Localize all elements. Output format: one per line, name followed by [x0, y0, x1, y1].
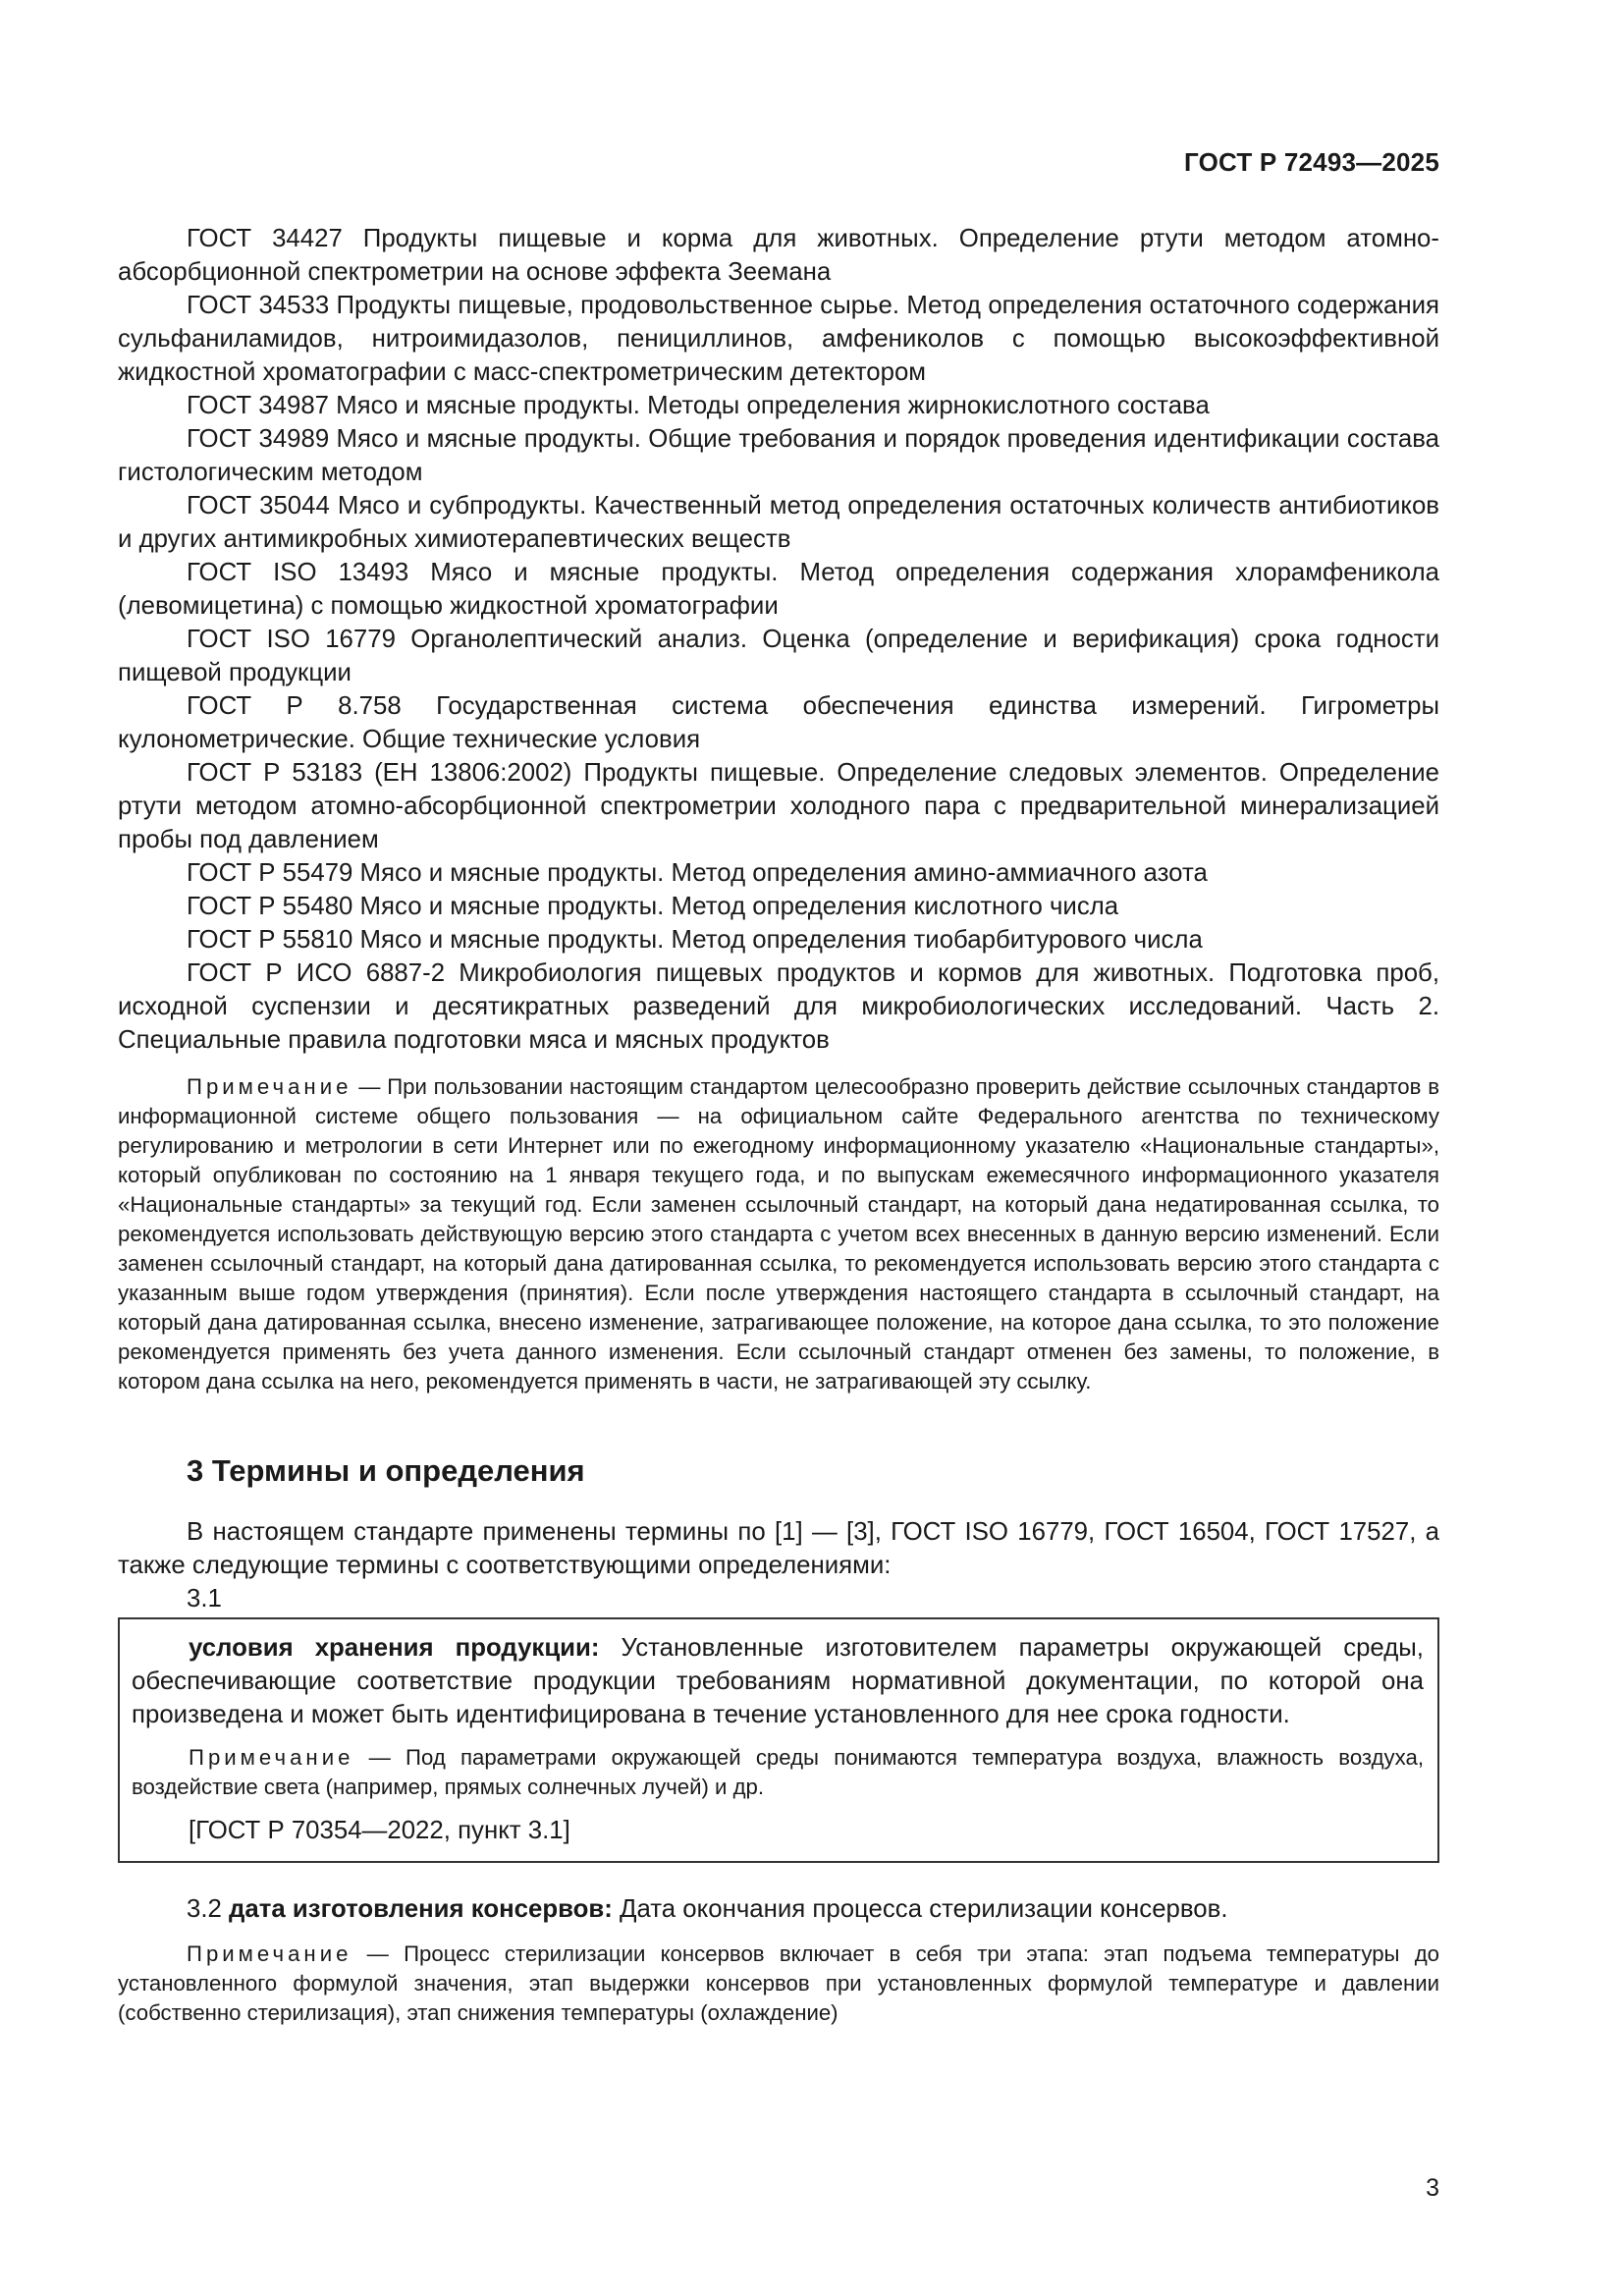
reference-item: ГОСТ 34989 Мясо и мясные продукты. Общие требования и порядок проведения идентификации состава гистологическим методом [118, 425, 1439, 486]
note-text: — Под параметрами окружающей среды понимаются температура воздуха, влажность воздуха, воздействие света (например, прямых солнечных лучей) и др. [132, 1745, 1424, 1799]
term-3-1-definition [132, 1631, 1424, 1731]
reference-item: ГОСТ Р 55480 Мясо и мясные продукты. Метод определения кислотного числа [187, 893, 1119, 920]
term-3-1-number: 3.1 [187, 1585, 222, 1613]
term-3-1-box [118, 1617, 1439, 1863]
reference-item: ГОСТ 34987 Мясо и мясные продукты. Методы определения жирнокислотного состава [187, 392, 1210, 419]
document-id-header: ГОСТ Р 72493—2025 [1184, 147, 1439, 177]
term-3-2-text: Дата окончания процесса стерилизации консервов. [612, 1895, 1228, 1923]
normative-references-list [118, 222, 1439, 1057]
section-3-intro: В настоящем стандарте применены термины по [1] — [3], ГОСТ ISO 16779, ГОСТ 16504, ГОСТ 17527, а также следующие термины с соответствующими определениями: [118, 1518, 1439, 1579]
term-3-2-note [118, 1940, 1439, 2028]
page-number: 3 [1426, 2174, 1439, 2202]
page-content [118, 222, 1439, 2028]
term-3-1-text: Установленные изготовителем параметры окружающей среды, обеспечивающие соответствие продукции требованиям нормативной документации, по которой она произведена и может быть идентифицирована в течение установленного для нее срока годности. [132, 1634, 1424, 1728]
term-3-2-number: 3.2 [187, 1895, 222, 1923]
references-note [118, 1072, 1439, 1396]
reference-item: ГОСТ Р 8.758 Государственная система обеспечения единства измерений. Гигрометры кулонометрические. Общие технические условия [118, 692, 1439, 753]
reference-item: ГОСТ 34427 Продукты пищевые и корма для животных. Определение ртути методом атомно-абсорбционной спектрометрии на основе эффекта Зеемана [118, 225, 1439, 286]
reference-item: ГОСТ 34533 Продукты пищевые, продовольственное сырье. Метод определения остаточного содержания сульфаниламидов, нитроимидазолов, пенициллинов, амфениколов с помощью высокоэффективной жидкостной хроматографии с масс-спектрометрическим детектором [118, 292, 1439, 386]
reference-item: ГОСТ Р 53183 (ЕН 13806:2002) Продукты пищевые. Определение следовых элементов. Определение ртути методом атомно-абсорбционной спектрометрии холодного пара с предварительной минерализацией пробы под давлением [118, 759, 1439, 853]
note-label: Примечание [187, 1941, 352, 1966]
note-label: Примечание [189, 1745, 354, 1770]
term-3-1-name: условия хранения продукции: [189, 1634, 600, 1662]
reference-item: ГОСТ Р 55479 Мясо и мясные продукты. Метод определения амино-аммиачного азота [187, 859, 1208, 887]
term-3-2 [118, 1892, 1439, 1926]
term-3-1-note [132, 1743, 1424, 1802]
term-3-1-source: [ГОСТ Р 70354—2022, пункт 3.1] [189, 1817, 570, 1844]
section-3-title: 3 Термины и определения [187, 1453, 585, 1488]
reference-item: ГОСТ 35044 Мясо и субпродукты. Качественный метод определения остаточных количеств антибиотиков и других антимикробных химиотерапевтических веществ [118, 492, 1439, 553]
note-label: Примечание [187, 1074, 352, 1099]
reference-item: ГОСТ Р 55810 Мясо и мясные продукты. Метод определения тиобарбитурового числа [187, 926, 1203, 954]
reference-item: ГОСТ ISO 13493 Мясо и мясные продукты. Метод определения содержания хлорамфеникола (левомицетина) с помощью жидкостной хроматографии [118, 559, 1439, 620]
note-text: — При пользовании настоящим стандартом целесообразно проверить действие ссылочных стандартов в информационной системе общего пользования — на официальном сайте Федерального агентства по техническому регулированию и метрологии в сети Интернет или по ежегодному информационному указателю «Национальные стандарты», который опубликован по состоянию на 1 января текущего года, и по выпускам ежемесячного информационного указателя «Национальные стандарты» за текущий год. Если заменен ссылочный стандарт, на который дана недатированная ссылка, то рекомендуется использовать действующую версию этого стандарта с учетом всех внесенных в данную версию изменений. Если заменен ссылочный стандарт, на который дана датированная ссылка, то рекомендуется использовать версию этого стандарта с указанным выше годом утверждения (принятия). Если после утверждения настоящего стандарта в ссылочный стандарт, на который дана датированная ссылка, внесено изменение, затрагивающее положение, на которое дана ссылка, то это положение рекомендуется применять без учета данного изменения. Если ссылочный стандарт отменен без замены, то положение, в котором дана ссылка на него, рекомендуется применять в части, не затрагивающей эту ссылку. [118, 1074, 1439, 1394]
note-text: — Процесс стерилизации консервов включает в себя три этапа: этап подъема температуры до установленного формулой значения, этап выдержки консервов при установленных формулой температуре и давлении (собственно стерилизация), этап снижения температуры (охлаждение) [118, 1941, 1439, 2025]
reference-item: ГОСТ Р ИСО 6887-2 Микробиология пищевых продуктов и кормов для животных. Подготовка проб, исходной суспензии и десятикратных разведений для микробиологических исследований. Часть 2. Специальные правила подготовки мяса и мясных продуктов [118, 959, 1439, 1054]
reference-item: ГОСТ ISO 16779 Органолептический анализ. Оценка (определение и верификация) срока годности пищевой продукции [118, 626, 1439, 686]
term-3-2-name: дата изготовления консервов: [229, 1895, 613, 1923]
